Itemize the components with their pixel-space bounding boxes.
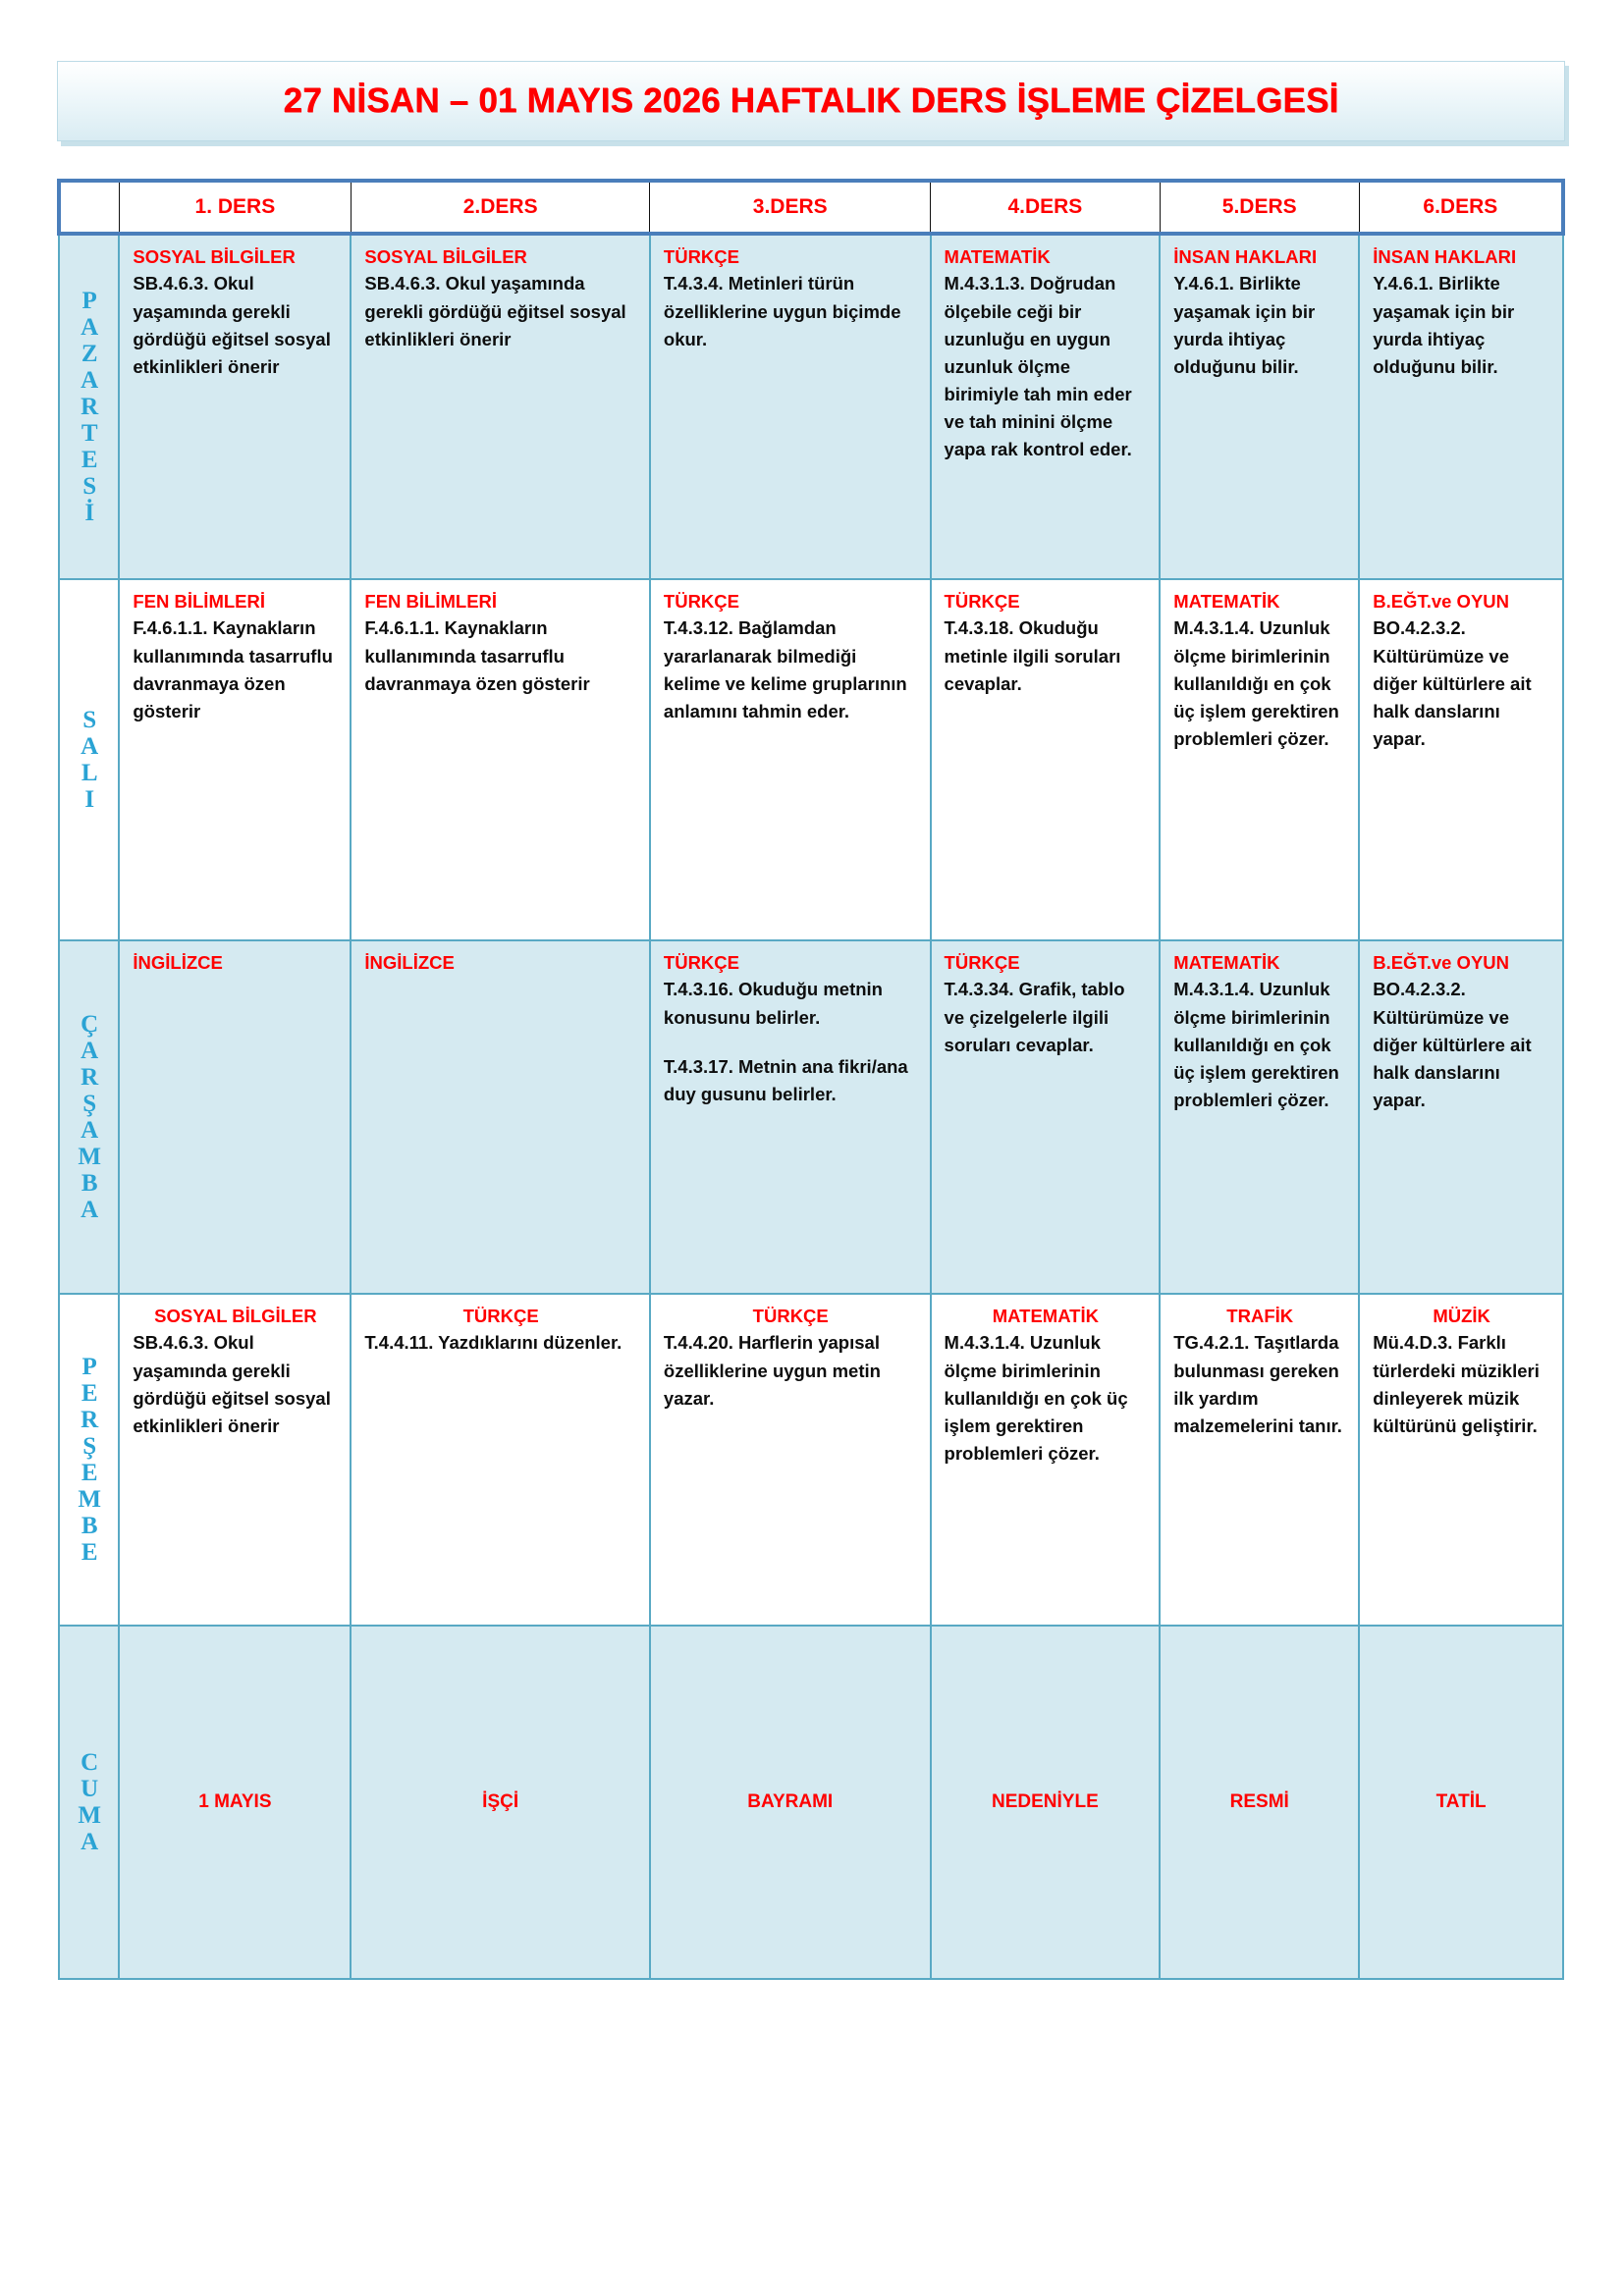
- day-label-letter: U: [81, 1776, 99, 1802]
- lesson-cell-perşembe-3: [650, 1294, 931, 1626]
- day-label-letter: R: [81, 1407, 99, 1433]
- lesson-subject: TÜRKÇE: [663, 952, 739, 973]
- holiday-cell-6: [1359, 1626, 1563, 1979]
- lesson-subject: MATEMATİK: [944, 246, 1051, 267]
- lesson-objective: T.4.3.18. Okuduğu metinle ilgili soruları cevaplar.: [944, 617, 1121, 694]
- day-label-pazartesi̇: [59, 234, 119, 579]
- header-lesson-4-label: 4.DERS: [1007, 195, 1083, 218]
- lesson-cell-perşembe-6: [1359, 1294, 1563, 1626]
- table-header-row: [59, 181, 1563, 234]
- day-label-letter: Ç: [81, 1011, 99, 1038]
- holiday-text: RESMİ: [1229, 1791, 1289, 1812]
- day-label-letter: T: [81, 420, 98, 447]
- holiday-text: 1 MAYIS: [198, 1791, 272, 1812]
- day-label-letter: İ: [84, 500, 95, 526]
- lesson-cell-sali-6: [1359, 579, 1563, 940]
- lesson-subject: MATEMATİK: [1173, 952, 1280, 973]
- lesson-objective: T.4.3.34. Grafik, tablo ve çizelgelerle ilgili soruları cevaplar.: [944, 979, 1125, 1055]
- lesson-cell-sali-3: [650, 579, 931, 940]
- lesson-cell-çarşamba-1: [119, 940, 351, 1294]
- lesson-cell-pazartesi̇-6: [1359, 234, 1563, 579]
- header-lesson-3: [650, 181, 931, 234]
- lesson-objective: F.4.6.1.1. Kaynakların kullanımında tasarruflu davranmaya özen gösterir: [133, 617, 333, 721]
- lesson-objective: Y.4.6.1. Birlikte yaşamak için bir yurda ihtiyaç olduğunu bilir.: [1173, 273, 1316, 377]
- header-lesson-3-label: 3.DERS: [752, 195, 828, 218]
- lesson-cell-pazartesi̇-3: [650, 234, 931, 579]
- lesson-objective: BO.4.2.3.2. Kültürümüze ve diğer kültürlere ait halk danslarını yapar.: [1373, 979, 1532, 1110]
- lesson-cell-perşembe-5: [1160, 1294, 1359, 1626]
- lesson-cell-perşembe-4: [931, 1294, 1161, 1626]
- lesson-objective: TG.4.2.1. Taşıtlarda bulunması gereken ilk yardım malzemelerini tanır.: [1173, 1332, 1342, 1436]
- lesson-subject: İNSAN HAKLARI: [1173, 246, 1318, 267]
- lesson-objective: BO.4.2.3.2. Kültürümüze ve diğer kültürlere ait halk danslarını yapar.: [1373, 617, 1532, 749]
- day-label-letter: A: [81, 1829, 99, 1855]
- weekly-schedule-table: [57, 179, 1565, 1980]
- lesson-subject: İNSAN HAKLARI: [1373, 246, 1517, 267]
- day-label-letter: P: [81, 288, 97, 314]
- lesson-cell-pazartesi̇-2: [351, 234, 650, 579]
- header-lesson-2: [351, 181, 650, 234]
- lesson-cell-çarşamba-5: [1160, 940, 1359, 1294]
- lesson-objective: T.4.3.4. Metinleri türün özelliklerine uygun biçimde okur.: [663, 273, 901, 349]
- lesson-objective: Mü.4.D.3. Farklı türlerdeki müzikleri dinleyerek müzik kültürünü geliştirir.: [1373, 1332, 1540, 1436]
- lesson-cell-çarşamba-2: [351, 940, 650, 1294]
- schedule-row-sali: [59, 579, 1563, 940]
- lesson-subject: MATEMATİK: [1173, 591, 1280, 612]
- day-label-letter: E: [81, 1380, 98, 1407]
- day-label-letter: A: [81, 367, 99, 394]
- day-label-letter: P: [81, 1354, 97, 1380]
- day-label-letter: B: [81, 1170, 98, 1197]
- lesson-cell-sali-2: [351, 579, 650, 940]
- header-corner-cell: [59, 181, 119, 234]
- lesson-cell-çarşamba-3: [650, 940, 931, 1294]
- lesson-subject: SOSYAL BİLGİLER: [133, 246, 296, 267]
- day-label-letter: B: [81, 1513, 98, 1539]
- lesson-objective: Y.4.6.1. Birlikte yaşamak için bir yurda ihtiyaç olduğunu bilir.: [1373, 273, 1515, 377]
- lesson-cell-pazartesi̇-5: [1160, 234, 1359, 579]
- page-title: 27 NİSAN – 01 MAYIS 2026 HAFTALIK DERS İŞLEME ÇİZELGESİ: [283, 81, 1339, 120]
- day-label-letter: R: [81, 394, 99, 420]
- header-lesson-1: [119, 181, 351, 234]
- day-label-letter: C: [81, 1749, 99, 1776]
- day-label-letter: Z: [81, 341, 98, 367]
- lesson-subject: MATEMATİK: [992, 1306, 1099, 1326]
- holiday-cell-2: [351, 1626, 650, 1979]
- lesson-cell-çarşamba-6: [1359, 940, 1563, 1294]
- holiday-cell-5: [1160, 1626, 1359, 1979]
- day-label-letter: A: [81, 1197, 99, 1223]
- schedule-row-çarşamba: [59, 940, 1563, 1294]
- lesson-subject: FEN BİLİMLERİ: [133, 591, 265, 612]
- day-label-letter: S: [82, 707, 97, 733]
- day-label-letter: S: [82, 473, 97, 500]
- day-label-letter: A: [81, 314, 99, 341]
- lesson-subject: İNGİLİZCE: [364, 952, 455, 973]
- lesson-objective: M.4.3.1.3. Doğrudan ölçebile ceği bir uzunluğu en uygun uzunluk ölçme birimiyle tah min eder ve tah minini ölçme yapa rak kontrol eder.: [944, 273, 1132, 460]
- header-lesson-1-label: 1. DERS: [194, 195, 276, 218]
- day-label-letter: L: [81, 760, 98, 786]
- lesson-subject: TÜRKÇE: [663, 246, 739, 267]
- lesson-subject: TÜRKÇE: [663, 591, 739, 612]
- day-label-sali: [59, 579, 119, 940]
- lesson-cell-pazartesi̇-1: [119, 234, 351, 579]
- day-label-perşembe: [59, 1294, 119, 1626]
- schedule-row-perşembe: [59, 1294, 1563, 1626]
- day-label-letter: A: [81, 733, 99, 760]
- lesson-subject: B.EĞT.ve OYUN: [1373, 952, 1510, 973]
- day-label-letter: M: [78, 1144, 101, 1170]
- lesson-objective: T.4.3.12. Bağlamdan yararlanarak bilmediği kelime ve kelime gruplarının anlamını tahmin eder.: [663, 617, 907, 721]
- day-label-letter: E: [81, 1539, 98, 1566]
- lesson-objective: T.4.4.11. Yazdıklarını düzenler.: [364, 1332, 623, 1354]
- lesson-objective: T.4.3.17. Metnin ana fikri/ana duy gusunu belirler.: [663, 1055, 908, 1104]
- lesson-subject: İNGİLİZCE: [133, 952, 223, 973]
- lesson-objective: F.4.6.1.1. Kaynakların kullanımında tasarruflu davranmaya özen gösterir: [364, 617, 590, 694]
- header-lesson-4: [931, 181, 1161, 234]
- lesson-cell-perşembe-1: [119, 1294, 351, 1626]
- day-label-letter: I: [84, 786, 95, 813]
- lesson-cell-pazartesi̇-4: [931, 234, 1161, 579]
- day-label-letter: E: [81, 1460, 98, 1486]
- lesson-subject: TÜRKÇE: [944, 591, 1020, 612]
- day-label-letter: A: [81, 1117, 99, 1144]
- day-label-letter: A: [81, 1038, 99, 1064]
- header-lesson-6: [1359, 181, 1563, 234]
- lesson-subject: TÜRKÇE: [752, 1306, 829, 1326]
- header-lesson-5-label: 5.DERS: [1221, 195, 1297, 218]
- holiday-cell-3: [650, 1626, 931, 1979]
- lesson-cell-perşembe-2: [351, 1294, 650, 1626]
- holiday-cell-1: [119, 1626, 351, 1979]
- lesson-subject: MÜZİK: [1433, 1306, 1490, 1326]
- header-lesson-6-label: 6.DERS: [1423, 195, 1498, 218]
- lesson-objective: M.4.3.1.4. Uzunluk ölçme birimlerinin kullanıldığı en çok üç işlem gerektiren problemleri çözer.: [944, 1332, 1128, 1464]
- holiday-text: NEDENİYLE: [992, 1791, 1099, 1812]
- lesson-objective: M.4.3.1.4. Uzunluk ölçme birimlerinin kullanıldığı en çok üç işlem gerektiren problemleri çözer.: [1173, 617, 1339, 749]
- lesson-cell-sali-1: [119, 579, 351, 940]
- lesson-objective: SB.4.6.3. Okul yaşamında gerekli gördüğü eğitsel sosyal etkinlikleri önerir: [133, 1332, 331, 1436]
- lesson-objective: T.4.3.16. Okuduğu metnin konusunu belirler.: [663, 979, 883, 1028]
- lesson-subject: B.EĞT.ve OYUN: [1373, 591, 1510, 612]
- day-label-letter: R: [81, 1064, 99, 1091]
- lesson-subject: TÜRKÇE: [462, 1306, 539, 1326]
- lesson-subject: SOSYAL BİLGİLER: [364, 246, 527, 267]
- lesson-cell-çarşamba-4: [931, 940, 1161, 1294]
- holiday-text: BAYRAMI: [747, 1791, 834, 1812]
- lesson-subject: FEN BİLİMLERİ: [364, 591, 498, 612]
- holiday-text: İŞÇİ: [482, 1791, 519, 1812]
- lesson-subject: TRAFİK: [1226, 1306, 1294, 1326]
- day-label-letter: Ş: [82, 1433, 97, 1460]
- lesson-subject: TÜRKÇE: [944, 952, 1020, 973]
- lesson-cell-sali-4: [931, 579, 1161, 940]
- header-lesson-2-label: 2.DERS: [462, 195, 538, 218]
- day-label-cuma: [59, 1626, 119, 1979]
- day-label-letter: Ş: [82, 1091, 97, 1117]
- day-label-letter: M: [78, 1486, 101, 1513]
- lesson-objective: T.4.4.20. Harflerin yapısal özelliklerine uygun metin yazar.: [663, 1332, 881, 1409]
- day-label-letter: M: [78, 1802, 101, 1829]
- day-label-çarşamba: [59, 940, 119, 1294]
- holiday-cell-4: [931, 1626, 1161, 1979]
- lesson-objective: SB.4.6.3. Okul yaşamında gerekli gördüğü eğitsel sosyal etkinlikleri önerir: [133, 273, 331, 377]
- day-label-letter: E: [81, 447, 98, 473]
- title-banner: [57, 61, 1565, 141]
- schedule-row-cuma: [59, 1626, 1563, 1979]
- lesson-objective: SB.4.6.3. Okul yaşamında gerekli gördüğü eğitsel sosyal etkinlikleri önerir: [364, 273, 626, 349]
- header-lesson-5: [1160, 181, 1359, 234]
- lesson-cell-sali-5: [1160, 579, 1359, 940]
- holiday-text: TATİL: [1435, 1791, 1487, 1812]
- schedule-row-pazartesi̇: [59, 234, 1563, 579]
- schedule-body: [59, 234, 1563, 1979]
- lesson-objective: M.4.3.1.4. Uzunluk ölçme birimlerinin kullanıldığı en çok üç işlem gerektiren problemleri çözer.: [1173, 979, 1339, 1110]
- lesson-subject: SOSYAL BİLGİLER: [154, 1306, 317, 1326]
